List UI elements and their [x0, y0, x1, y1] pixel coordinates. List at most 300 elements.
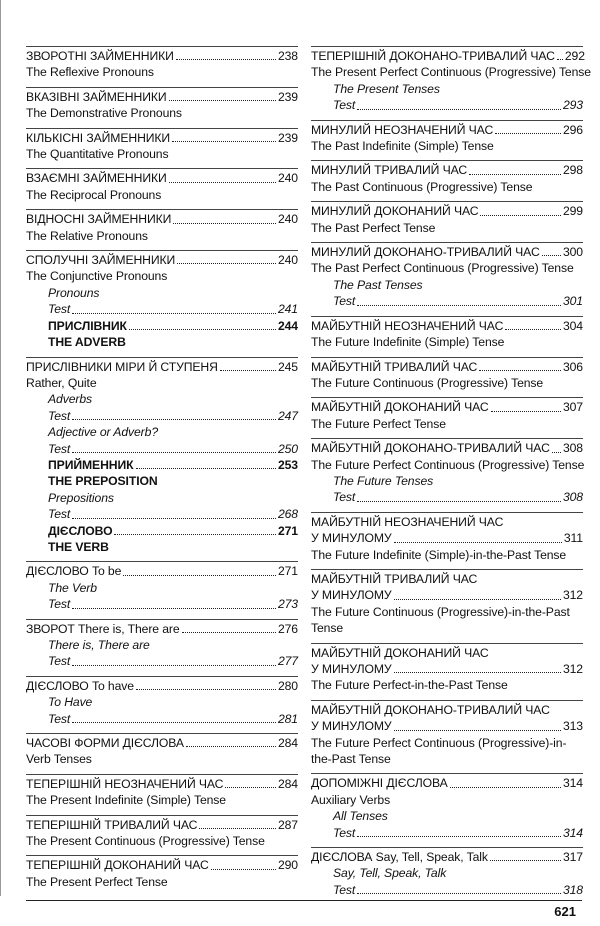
toc-page-ref: 284 [277, 736, 298, 751]
toc-page-ref: 271 [277, 523, 298, 538]
toc-line [311, 792, 583, 808]
toc-line [26, 228, 298, 244]
toc-page-ref: 239 [277, 130, 298, 145]
toc-entry [311, 201, 583, 236]
toc-line [26, 170, 298, 186]
toc-line [26, 130, 298, 146]
toc-line-text: Test [333, 882, 356, 897]
toc-line [311, 718, 583, 734]
toc-line-text: Auxiliary Verbs [311, 792, 391, 807]
toc-line-text: Verb Tenses [26, 752, 92, 767]
dot-leader [552, 451, 561, 453]
toc-line-text: Pronouns [48, 285, 100, 300]
toc-entry [311, 316, 583, 351]
toc-line [311, 359, 583, 375]
toc-line-text: ТЕПЕРІШНІЙ НЕОЗНАЧЕНИЙ ЧАС [26, 776, 224, 791]
toc-page-ref: 250 [277, 441, 298, 456]
toc-page-ref: 313 [562, 719, 583, 734]
toc-line [311, 179, 583, 195]
toc-line-text: The Future Continuous (Progressive) Tense [311, 375, 544, 390]
toc-page-ref: 312 [562, 662, 583, 676]
toc-line-text: Test [333, 825, 356, 840]
toc-line-text: The Future Perfect Continuous (Progressive)-in- [311, 735, 567, 750]
toc-line-text: У МИНУЛОМУ [311, 588, 392, 603]
toc-page-ref: 314 [562, 776, 583, 791]
page-number: 621 [554, 904, 576, 919]
toc-line [311, 457, 583, 473]
dot-leader [72, 517, 276, 519]
toc-line [311, 277, 583, 293]
toc-line-text: У МИНУЛОМУ [311, 662, 392, 676]
toc-line [26, 64, 298, 80]
toc-line [26, 268, 298, 284]
dot-leader [72, 721, 276, 723]
toc-line [26, 539, 298, 555]
dot-leader [394, 671, 561, 673]
toc-line-text: ЗВОРОТНІ ЗАЙМЕННИКИ [26, 49, 174, 63]
toc-line-text: ПРИСЛІВНИКИ МІРИ Й СТУПЕНЯ [26, 359, 218, 374]
toc-page-ref: 287 [277, 817, 298, 832]
toc-line [26, 301, 298, 317]
toc-line-text: ВЗАЄМНІ ЗАЙМЕННИКИ [26, 171, 167, 186]
dot-leader [357, 304, 561, 306]
toc-page-ref: 253 [277, 457, 298, 472]
toc-line-text: THE ADVERB [48, 335, 126, 350]
toc-line [311, 138, 583, 154]
toc-line-text: The Reciprocal Pronouns [26, 187, 162, 202]
toc-page-ref: 312 [562, 588, 583, 603]
toc-line-text: Test [48, 507, 71, 522]
toc-page-ref: 281 [277, 711, 298, 726]
toc-line-text: Test [48, 654, 71, 669]
toc-line-text: МАЙБУТНІЙ ДОКОНАНИЙ ЧАС [311, 400, 489, 415]
toc-line-text: ДІЄСЛОВО To have [26, 678, 134, 693]
toc-line [311, 735, 583, 751]
toc-page-ref: 240 [277, 253, 298, 268]
toc-page-ref: 301 [562, 294, 583, 309]
dot-leader [469, 173, 561, 175]
toc-line-text: The Future Perfect Continuous (Progressive) Tense [311, 457, 585, 472]
toc-line [26, 105, 298, 121]
toc-line-text: Adverbs [48, 392, 93, 407]
toc-line [311, 645, 583, 661]
toc-entry [311, 357, 583, 392]
toc-line-text: The Present Perfect Continuous (Progressive) Tense [311, 65, 591, 80]
toc-page-ref: 317 [562, 850, 583, 865]
toc-line-text: Adjective or Adverb? [48, 425, 159, 440]
toc-entry [311, 438, 583, 506]
toc-page-ref: 304 [562, 318, 583, 333]
toc-page-ref: 271 [277, 564, 298, 579]
toc-line [26, 48, 298, 64]
toc-line [311, 162, 583, 178]
toc-entry [26, 168, 298, 203]
toc-line [26, 580, 298, 596]
toc-entry [26, 46, 298, 81]
toc-line-text: The Future Perfect-in-the-Past Tense [311, 678, 508, 693]
toc-line-text: All Tenses [333, 809, 388, 824]
toc-line-text: У МИНУЛОМУ [311, 719, 392, 734]
toc-line [311, 489, 583, 505]
toc-page-ref: 306 [562, 359, 583, 374]
toc-entry [26, 250, 298, 350]
toc-line [26, 792, 298, 808]
toc-line [26, 318, 298, 334]
toc-entry [311, 773, 583, 841]
dot-leader [72, 418, 276, 420]
toc-page-ref: 293 [562, 98, 583, 113]
toc-entry [311, 242, 583, 310]
toc-line-text: The Future Perfect Tense [311, 416, 446, 431]
toc-line-text: The Verb [48, 580, 97, 595]
toc-line-text: the-Past Tense [311, 752, 391, 767]
dot-leader [479, 369, 561, 371]
dot-leader [394, 729, 561, 731]
toc-line [311, 808, 583, 824]
toc-line [26, 776, 298, 792]
toc-line [26, 375, 298, 391]
toc-line [311, 122, 583, 138]
dot-leader [220, 369, 276, 371]
toc-line-text: Test [333, 490, 356, 505]
toc-entry [26, 855, 298, 890]
toc-line-text: МАЙБУТНІЙ ТРИВАЛИЙ ЧАС [311, 571, 478, 586]
toc-entry [311, 120, 583, 155]
toc-page-ref: 244 [277, 318, 298, 333]
toc-line-text: Test [48, 441, 71, 456]
toc-line-text: The Present Indefinite (Simple) Tense [26, 793, 226, 808]
toc-line-text: The Quantitative Pronouns [26, 147, 169, 162]
toc-line-text: The Relative Pronouns [26, 228, 148, 243]
toc-line-text: ПРИЙМЕННИК [48, 457, 134, 472]
toc-line [311, 661, 583, 677]
toc-line [311, 882, 583, 898]
toc-line [26, 441, 298, 457]
toc-line-text: The Future Indefinite (Simple) Tense [311, 335, 505, 350]
toc-line-text: МАЙБУТНІЙ ДОКОНАНО-ТРИВАЛИЙ ЧАС [311, 702, 550, 717]
toc-line-text: КІЛЬКІСНІ ЗАЙМЕННИКИ [26, 130, 171, 145]
toc-line [26, 621, 298, 637]
toc-line-text: МАЙБУТНІЙ НЕОЗНАЧЕНИЙ ЧАС [311, 514, 504, 529]
toc-line-text: The Present Continuous (Progressive) Tense [26, 834, 265, 849]
toc-line-text: ДІЄСЛОВА Say, Tell, Speak, Talk [311, 850, 488, 865]
toc-line [26, 146, 298, 162]
toc-line [311, 865, 583, 881]
page-edge-line [0, 0, 1, 896]
toc-line-text: ТЕПЕРІШНІЙ ТРИВАЛИЙ ЧАС [26, 817, 198, 832]
toc-line [26, 653, 298, 669]
toc-line [311, 547, 583, 563]
dot-leader [490, 859, 561, 861]
toc-page-ref: 311 [563, 531, 583, 546]
toc-right-column [311, 46, 591, 898]
toc-line [26, 735, 298, 751]
toc-page-ref: 296 [562, 122, 583, 137]
toc-line-text: Tense [311, 621, 344, 636]
toc-page-ref: 240 [277, 171, 298, 186]
toc-entry [26, 815, 298, 850]
toc-line-text: The Past Tenses [333, 277, 423, 292]
dot-leader [357, 108, 561, 110]
toc-line [311, 97, 583, 113]
toc-entry [311, 569, 583, 637]
toc-entry [311, 700, 583, 768]
toc-line-text: МАЙБУТНІЙ ДОКОНАНИЙ ЧАС [311, 645, 489, 660]
toc-line [26, 334, 298, 350]
toc-line [26, 359, 298, 375]
toc-line [311, 81, 583, 97]
toc-line [311, 293, 583, 309]
toc-line-text: The Future Tenses [333, 473, 434, 488]
toc-line-text: У МИНУЛОМУ [311, 531, 392, 546]
toc-page-ref: 284 [277, 776, 298, 791]
toc-line-text: The Past Perfect Continuous (Progressive) Tense [311, 261, 574, 276]
dot-leader [136, 467, 276, 469]
toc-line-text: МИНУЛИЙ ДОКОНАНО-ТРИВАЛИЙ ЧАС [311, 245, 540, 260]
toc-line [311, 825, 583, 841]
toc-page-ref: 307 [562, 400, 583, 415]
toc-page-ref: 300 [562, 245, 583, 260]
dot-leader [491, 410, 561, 412]
toc-line [311, 203, 583, 219]
toc-line-text: ЧАСОВІ ФОРМИ ДІЄСЛОВА [26, 736, 184, 751]
toc-line-text: The Future Continuous (Progressive)-in-the-Past [311, 604, 570, 619]
toc-line [311, 318, 583, 334]
toc-line-text: Prepositions [48, 490, 114, 505]
toc-page-ref: 318 [562, 882, 583, 897]
toc-entry [26, 733, 298, 768]
toc-line [26, 506, 298, 522]
footer-rule [26, 900, 582, 901]
toc-page-ref: 241 [277, 302, 298, 317]
dot-leader [169, 99, 276, 101]
toc-line-text: МАЙБУТНІЙ НЕОЗНАЧЕНИЙ ЧАС [311, 318, 504, 333]
toc-entry [26, 619, 298, 670]
dot-leader [123, 574, 276, 576]
toc-line-text: The Present Perfect Tense [26, 874, 168, 889]
toc-line [311, 604, 583, 620]
toc-line [26, 833, 298, 849]
toc-line-text: The Demonstrative Pronouns [26, 106, 182, 121]
toc-left-column [26, 46, 298, 890]
toc-page-ref: 268 [277, 507, 298, 522]
toc-line-text: СПОЛУЧНІ ЗАЙМЕННИКИ [26, 253, 176, 268]
toc-entry [26, 774, 298, 809]
dot-leader [357, 892, 561, 894]
toc-line-text: ТЕПЕРІШНІЙ ДОКОНАНИЙ ЧАС [26, 858, 209, 873]
toc-line [26, 252, 298, 268]
toc-line [311, 64, 591, 80]
toc-line [26, 563, 298, 579]
dot-leader [72, 451, 276, 453]
toc-entry [26, 87, 298, 122]
toc-line-text: ВІДНОСНІ ЗАЙМЕННИКИ [26, 212, 172, 227]
toc-line [311, 260, 583, 276]
dot-leader [72, 312, 276, 314]
dot-leader [505, 328, 561, 330]
toc-page-ref: 314 [562, 825, 583, 840]
dot-leader [136, 688, 276, 690]
toc-line-text: THE VERB [48, 539, 109, 554]
toc-line [26, 751, 298, 767]
toc-page-ref: 240 [277, 212, 298, 227]
toc-page-ref: 277 [277, 654, 298, 669]
dot-leader [225, 786, 276, 788]
toc-line [311, 399, 583, 415]
toc-line [311, 473, 583, 489]
dot-leader [129, 328, 276, 330]
toc-line-text: ТЕПЕРІШНІЙ ДОКОНАНО-ТРИВАЛИЙ ЧАС [311, 49, 555, 63]
toc-line [311, 571, 583, 587]
toc-entry [26, 676, 298, 727]
dot-leader [172, 140, 276, 142]
toc-line [26, 473, 298, 489]
toc-line-text: The Past Perfect Tense [311, 220, 436, 235]
toc-entry [311, 397, 583, 432]
toc-line-text: Test [48, 302, 71, 317]
toc-line [26, 211, 298, 227]
toc-page-ref: 292 [564, 49, 585, 63]
dot-leader [450, 786, 561, 788]
toc-line-text: ЗВОРОТ There is, There are [26, 621, 180, 636]
dot-leader [495, 132, 561, 134]
toc-line [26, 678, 298, 694]
toc-line [26, 187, 298, 203]
dot-leader [169, 181, 276, 183]
toc-page-ref: 290 [277, 858, 298, 873]
toc-line [26, 457, 298, 473]
dot-leader [173, 222, 276, 224]
toc-line [311, 440, 583, 456]
toc-line-text: МАЙБУТНІЙ ТРИВАЛИЙ ЧАС [311, 359, 478, 374]
toc-line-text: МИНУЛИЙ НЕОЗНАЧЕНИЙ ЧАС [311, 122, 494, 137]
toc-page-ref: 273 [277, 597, 298, 612]
toc-line [311, 587, 583, 603]
toc-line [311, 620, 583, 636]
toc-line-text: ДІЄСЛОВО [48, 523, 113, 538]
toc-page-ref: 276 [277, 621, 298, 636]
toc-line [311, 220, 583, 236]
dot-leader [357, 500, 561, 502]
dot-leader [114, 533, 276, 535]
toc-entry [311, 643, 583, 694]
dot-leader [357, 835, 561, 837]
toc-line-text: To Have [48, 695, 93, 710]
dot-leader [176, 58, 276, 60]
toc-line-text: Test [48, 711, 71, 726]
toc-line-text: The Conjunctive Pronouns [26, 269, 168, 284]
toc-entry [26, 128, 298, 163]
dot-leader [394, 598, 561, 600]
toc-line [311, 849, 583, 865]
toc-line [311, 702, 583, 718]
toc-page-ref: 308 [562, 490, 583, 505]
dot-leader [211, 868, 276, 870]
toc-line [26, 857, 298, 873]
toc-line-text: The Future Indefinite (Simple)-in-the-Past Tense [311, 547, 567, 562]
toc-page-ref: 280 [277, 678, 298, 693]
toc-line-text: There is, There are [48, 638, 150, 652]
toc-line [26, 89, 298, 105]
toc-line [26, 637, 298, 653]
toc-line-text: МАЙБУТНІЙ ДОКОНАНО-ТРИВАЛИЙ ЧАС [311, 441, 550, 456]
toc-line-text: The Present Tenses [333, 81, 440, 96]
toc-line [311, 677, 583, 693]
toc-line [311, 751, 583, 767]
toc-line-text: ДОПОМІЖНІ ДІЄСЛОВА [311, 776, 448, 791]
toc-line-text: The Past Continuous (Progressive) Tense [311, 179, 533, 194]
toc-line [311, 775, 583, 791]
toc-line-text: Test [333, 98, 356, 113]
toc-line [26, 285, 298, 301]
toc-line-text: ПРИСЛІВНИК [48, 318, 127, 333]
dot-leader [182, 631, 276, 633]
toc-line-text: Rather, Quite [26, 375, 97, 390]
toc-line-text: The Past Indefinite (Simple) Tense [311, 139, 494, 154]
toc-line-text: Test [48, 597, 71, 612]
toc-entry [26, 561, 298, 612]
toc-line [26, 874, 298, 890]
toc-line-text: МИНУЛИЙ ТРИВАЛИЙ ЧАС [311, 163, 468, 178]
toc-page-ref: 239 [277, 89, 298, 104]
dot-leader [542, 254, 561, 256]
toc-entry [311, 160, 583, 195]
dot-leader [199, 827, 276, 829]
toc-line-text: THE PREPOSITION [48, 474, 158, 489]
toc-line [26, 694, 298, 710]
toc-line-text: Test [333, 294, 356, 309]
toc-entry [311, 847, 583, 898]
toc-line-text: МИНУЛИЙ ДОКОНАНИЙ ЧАС [311, 204, 479, 219]
toc-page-ref: 247 [277, 408, 298, 423]
toc-page-ref: 238 [277, 49, 298, 63]
dot-leader [72, 607, 276, 609]
toc-entry [311, 46, 591, 114]
toc-line [311, 514, 583, 530]
toc-line [311, 375, 583, 391]
toc-line [26, 523, 298, 539]
toc-line-text: ВКАЗІВНІ ЗАЙМЕННИКИ [26, 89, 167, 104]
toc-line [311, 48, 583, 64]
toc-line [311, 334, 583, 350]
toc-line [26, 391, 298, 407]
dot-leader [186, 745, 276, 747]
toc-page-ref: 299 [562, 204, 583, 219]
toc-page-ref: 308 [562, 441, 583, 456]
toc-line-text: The Reflexive Pronouns [26, 65, 154, 80]
toc-line [26, 424, 298, 440]
toc-line [26, 490, 298, 506]
toc-line-text: Test [48, 408, 71, 423]
toc-entry [26, 209, 298, 244]
toc-line [311, 416, 583, 432]
toc-line [26, 408, 298, 424]
toc-entry [26, 357, 298, 556]
toc-line [311, 244, 583, 260]
dot-leader [480, 214, 560, 216]
dot-leader [394, 541, 562, 543]
toc-line [26, 711, 298, 727]
dot-leader [72, 664, 276, 666]
toc-line-text: Say, Tell, Speak, Talk [333, 866, 447, 881]
toc-page-ref: 245 [277, 359, 298, 374]
toc-line [26, 596, 298, 612]
toc-entry [311, 512, 583, 563]
toc-page-ref: 298 [562, 163, 583, 178]
toc-line [311, 530, 583, 546]
toc-line [26, 817, 298, 833]
dot-leader [177, 262, 276, 264]
